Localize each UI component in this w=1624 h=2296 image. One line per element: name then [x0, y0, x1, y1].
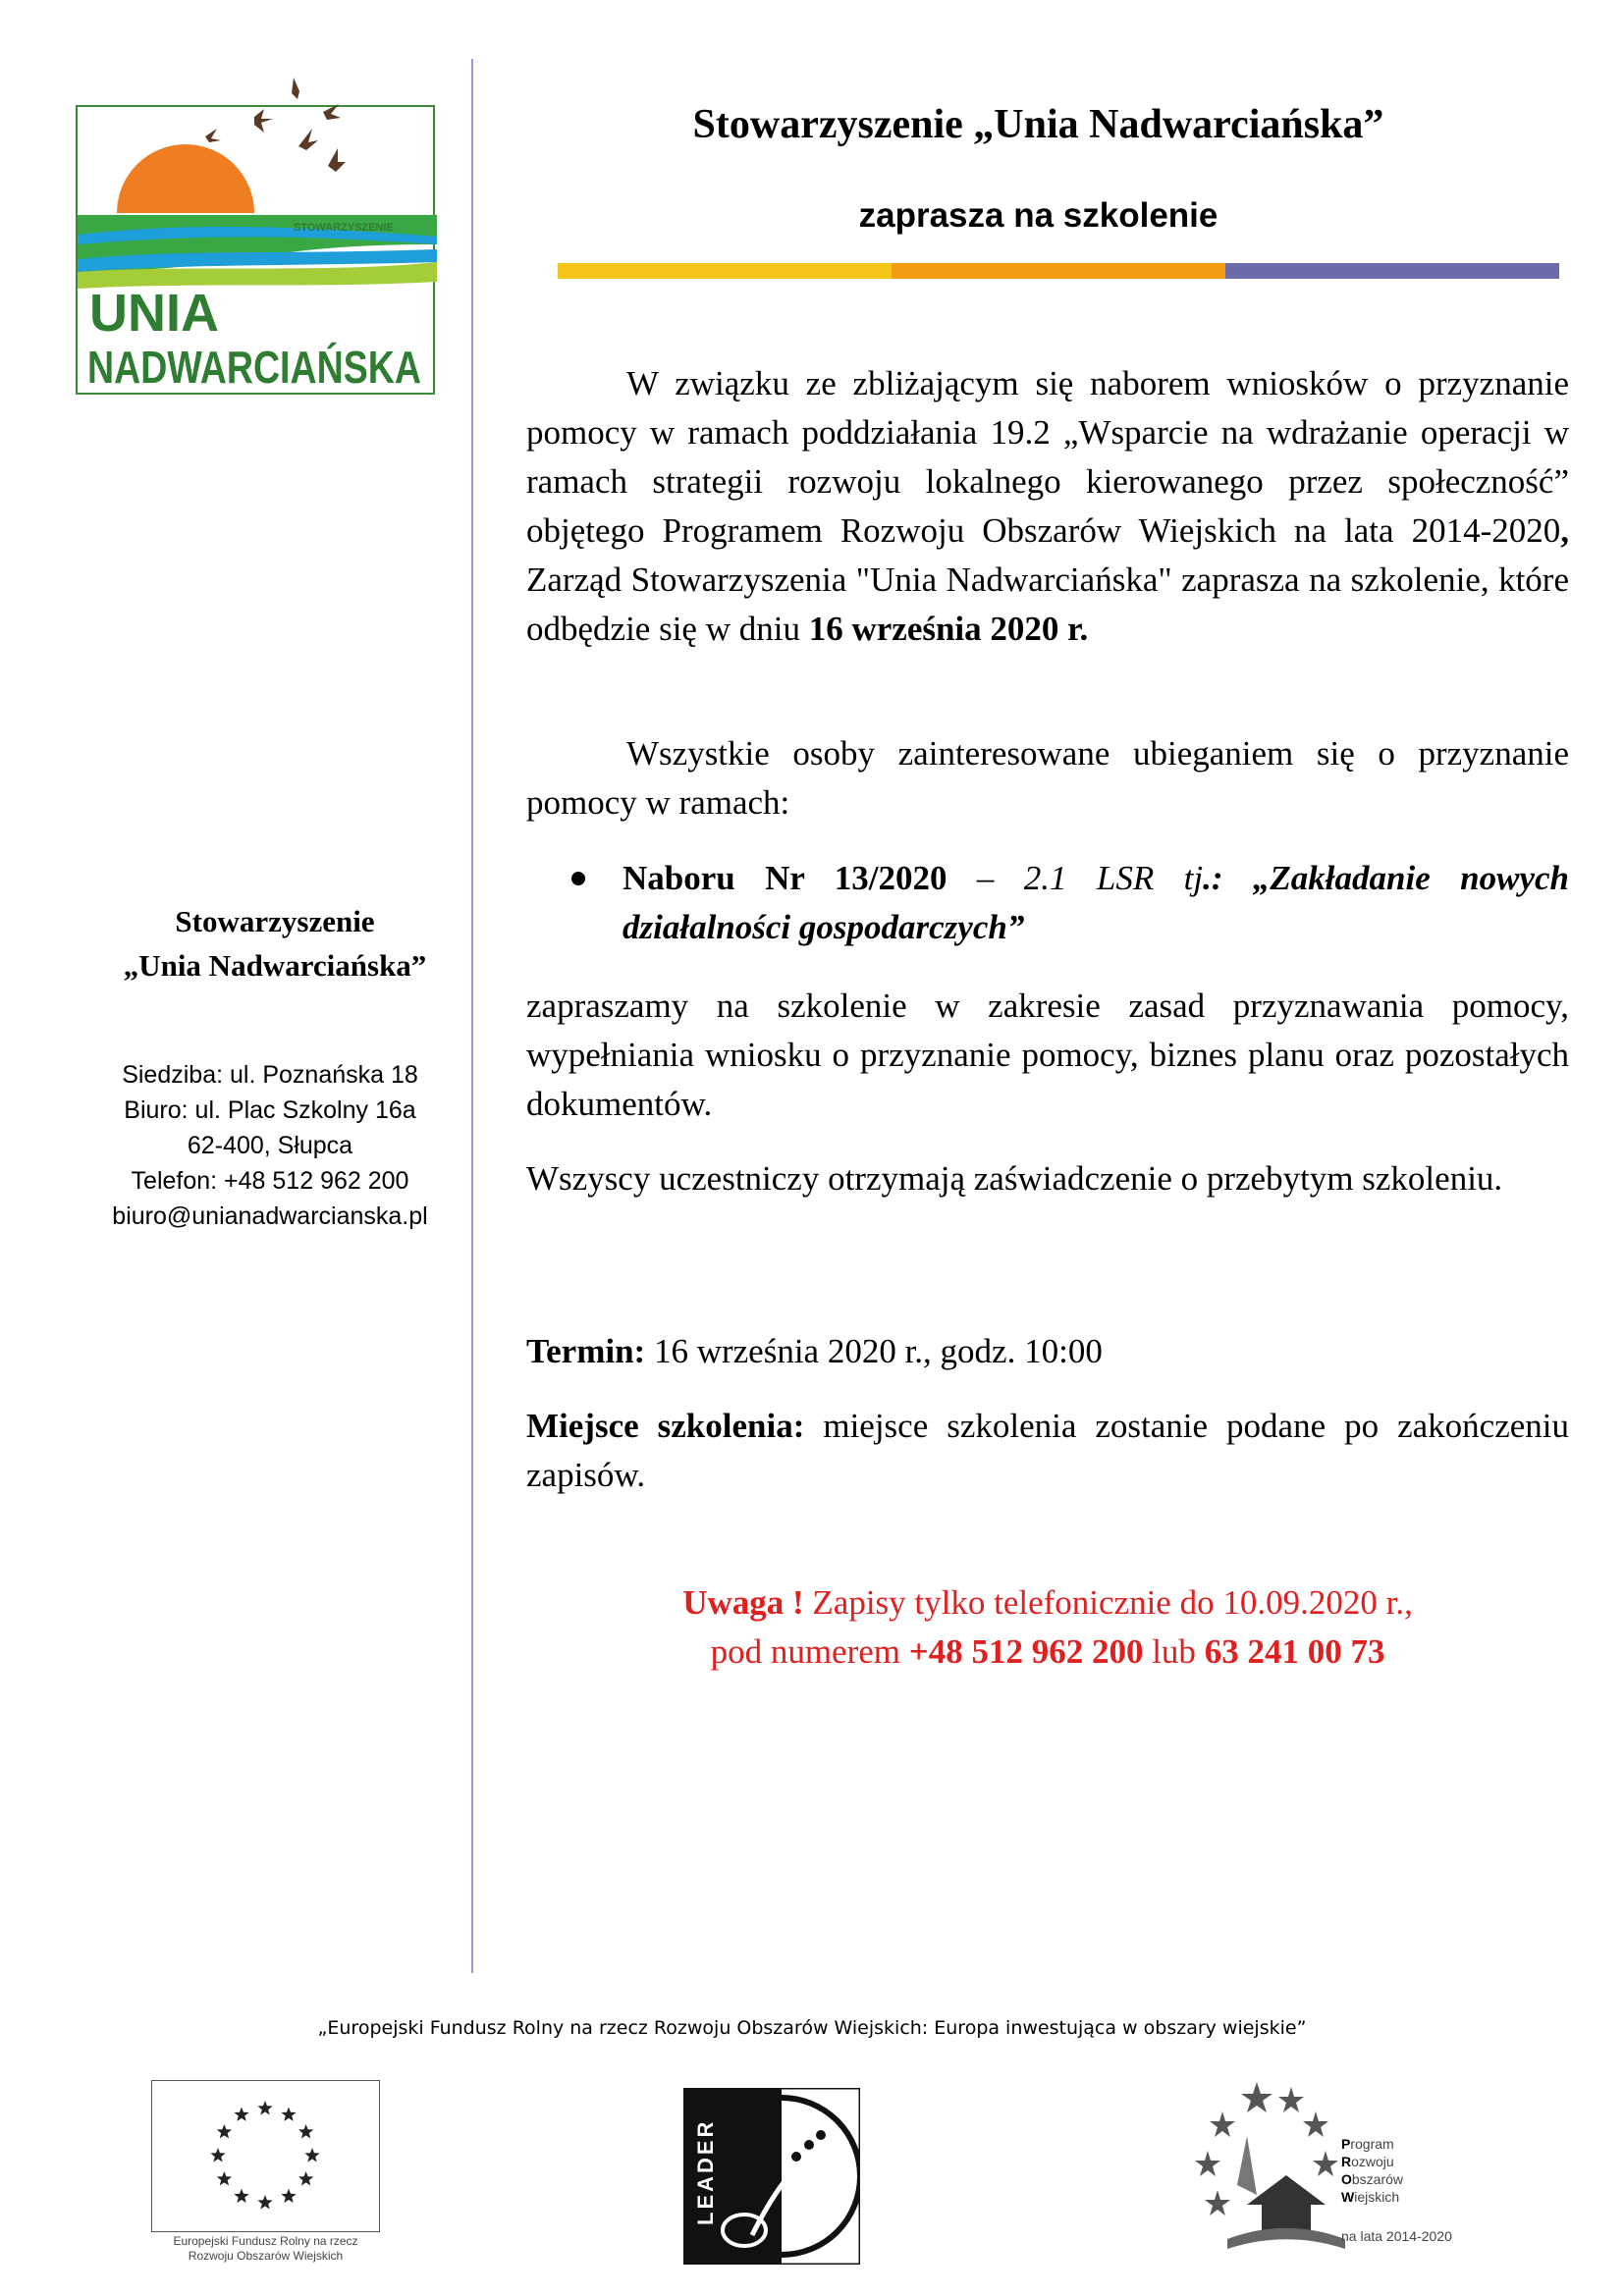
eu-star — [298, 2171, 313, 2186]
eu-star — [257, 2101, 272, 2115]
eu-star — [304, 2148, 319, 2163]
color-bar-segment-orange — [892, 263, 1225, 279]
eu-star — [281, 2189, 296, 2203]
svg-text:STOWARZYSZENIE: STOWARZYSZENIE — [294, 222, 394, 234]
eu-stars-icon — [152, 2081, 379, 2231]
address-city: 62-400, Słupca — [187, 1132, 353, 1159]
leader-logo — [683, 2088, 860, 2265]
email-link[interactable]: biuro@unianadwarcianska.pl — [112, 1202, 428, 1230]
eu-star — [217, 2171, 232, 2186]
color-bar-segment-yellow — [558, 263, 892, 279]
eu-star — [257, 2195, 272, 2210]
eu-star — [217, 2124, 232, 2139]
phone: Telefon: +48 512 962 200 — [131, 1167, 409, 1195]
eu-flag-logo — [151, 2080, 380, 2232]
registration-notice: Uwaga ! Zapisy tylko telefonicznie do 10.09.2020 r., pod numerem +48 512 962 200 lub 63 241 00 73 — [682, 1583, 1413, 1671]
phone-number-2: 63 241 00 73 — [1204, 1632, 1385, 1671]
vertical-divider — [471, 59, 473, 1973]
eu-star — [210, 2148, 225, 2163]
training-date: 16 września 2020 r. — [808, 610, 1089, 648]
svg-text:UNIA: UNIA — [89, 284, 219, 343]
eligibility-paragraph: Wszystkie osoby zainteresowane ubieganiem się o przyznanie pomocy w ramach: — [526, 734, 1569, 822]
eu-star — [234, 2107, 248, 2121]
prow-logo-text: Program Rozwoju Obszarów Wiejskich — [1341, 2136, 1404, 2205]
address-office: Biuro: ul. Plac Szkolny 16a — [124, 1096, 416, 1124]
sidebar-organization-name: Stowarzyszenie „Unia Nadwarciańska” — [123, 904, 427, 983]
training-scope-paragraph: zapraszamy na szkolenie w zakresie zasad przyznawania pomocy, wypełniania wniosku o przyznanie pomocy, biznes planu oraz pozostałych dokumentów. — [526, 987, 1569, 1123]
address-seat: Siedziba: ul. Poznańska 18 — [122, 1061, 418, 1089]
eu-logo-caption: Europejski Fundusz Rolny na rzecz Rozwoju Obszarów Wiejskich — [173, 2234, 358, 2263]
certificate-paragraph: Wszyscy uczestniczy otrzymają zaświadczenie o przebytym szkoleniu. — [526, 1159, 1503, 1198]
phone-number-1: +48 512 962 200 — [908, 1632, 1144, 1671]
svg-text:LEADER: LEADER — [693, 2118, 718, 2225]
color-bar-segment-violet — [1225, 263, 1559, 279]
svg-text:NADWARCIAŃSKA: NADWARCIAŃSKA — [87, 342, 421, 393]
call-description: Naboru Nr 13/2020 – 2.1 LSR tj.: „Zakładanie nowych działalności gospodarczych” — [623, 859, 1570, 946]
eu-star — [281, 2107, 296, 2121]
page-title: Stowarzyszenie „Unia Nadwarciańska” — [692, 102, 1384, 147]
eu-star — [298, 2124, 313, 2139]
decorative-color-bar — [558, 263, 1559, 279]
logo-graphic — [78, 68, 437, 397]
footer-motto: „Europejski Fundusz Rolny na rzecz Rozwoju Obszarów Wiejskich: Europa inwestująca w obszary wiejskie” — [317, 2017, 1307, 2039]
sidebar-contact-info — [59, 1057, 481, 1234]
prow-years: na lata 2014-2020 — [1341, 2228, 1452, 2244]
association-logo — [76, 105, 435, 395]
eu-star — [234, 2189, 248, 2203]
intro-paragraph: W związku ze zbliżającym się naborem wniosków o przyznanie pomocy w ramach poddziałania 19.2 „Wsparcie na wdrażanie operacji w ramach strategii rozwoju lokalnego kierowanego przez społeczność” objętego Programem Rozwoju Obszarów Wiejskich na lata 2014-2020, Zarząd Stowarzyszenia "Unia Nadwarciańska" zaprasza na szkolenie, które odbędzie się w dniu 16 września 2020 r. — [526, 364, 1569, 648]
bullet-icon — [571, 872, 585, 885]
location-line: Miejsce szkolenia: miejsce szkolenia zostanie podane po zakończeniu zapisów. — [526, 1407, 1569, 1494]
page-subtitle: zaprasza na szkolenie — [858, 196, 1218, 235]
date-line: Termin: 16 września 2020 r., godz. 10:00 — [526, 1332, 1103, 1370]
leader-emblem-icon — [683, 2088, 860, 2265]
